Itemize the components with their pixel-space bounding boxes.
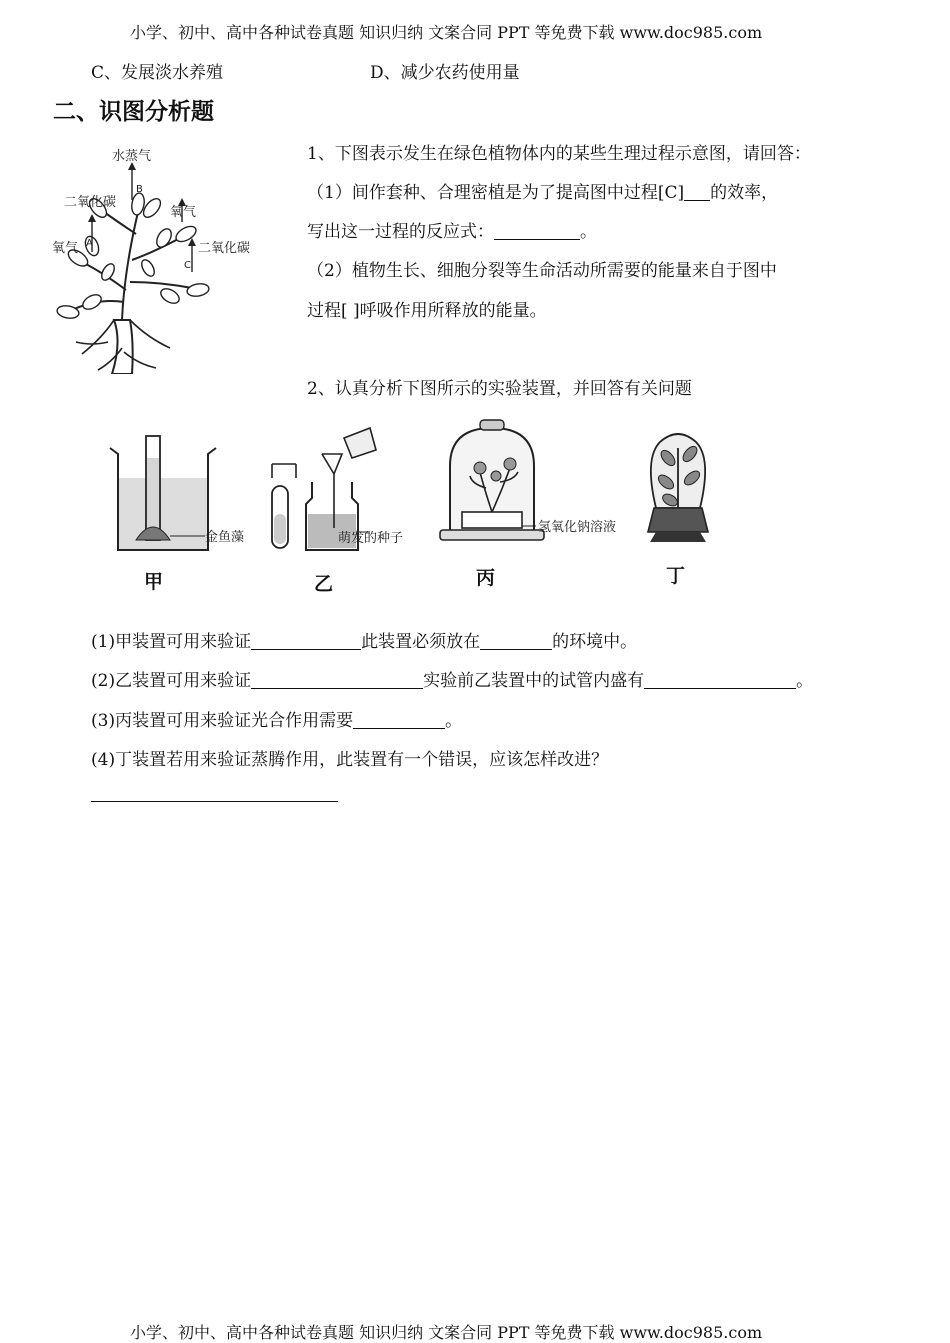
apparatus-jia <box>110 436 244 593</box>
label-co2-left: 二氧化碳 <box>64 195 117 210</box>
q1-part1a-text: （1）间作套种、合理密植是为了提高图中过程[C] <box>307 183 685 203</box>
label-water-vapor: 水蒸气 <box>112 149 152 164</box>
answer-blank[interactable] <box>251 671 423 689</box>
label-oxygen-right: 氧气 <box>170 205 197 220</box>
annotation-jia: 金鱼藻 <box>205 530 245 545</box>
answer-blank[interactable] <box>684 183 710 201</box>
q2-sub3-end: 。 <box>445 711 463 731</box>
label-b: B <box>136 184 143 195</box>
plant-diagram <box>52 142 252 374</box>
annotation-bing: 氢氧化钠溶液 <box>538 520 617 535</box>
q2-sub1-end: 的环境中。 <box>552 632 638 652</box>
q2-sub2-text2: 实验前乙装置中的试管内盛有 <box>423 671 645 691</box>
q1-part2a: （2）植物生长、细胞分裂等生命活动所需要的能量来自于图中 <box>307 261 777 281</box>
answer-blank[interactable] <box>644 671 796 689</box>
q1-part2b: 过程[ ]呼吸作用所释放的能量。 <box>307 301 547 321</box>
q2-sub4: (4)丁装置若用来验证蒸腾作用，此装置有一个错误，应该怎样改进？ <box>91 750 609 770</box>
q2-intro: 2、认真分析下图所示的实验装置，并回答有关问题 <box>307 379 692 399</box>
option-c: C、发展淡水养殖 <box>91 63 224 83</box>
page-header: 小学、初中、高中各种试卷真题 知识归纳 文案合同 PPT 等免费下载 www.doc985.com <box>130 23 763 42</box>
q1-part1a-end: 的效率， <box>710 183 779 203</box>
answer-line-q4[interactable] <box>91 801 338 802</box>
label-c: C <box>184 260 191 271</box>
answer-blank[interactable] <box>494 222 580 240</box>
section-title: 二、识图分析题 <box>53 99 214 125</box>
q2-sub2-text: (2)乙装置可用来验证 <box>91 671 252 691</box>
q2-sub1-text: (1)甲装置可用来验证 <box>91 632 252 652</box>
q2-sub3-text: (3)丙装置可用来验证光合作用需要 <box>91 711 354 731</box>
label-ding: 丁 <box>666 565 686 587</box>
label-oxygen-left: 氧气 <box>52 241 79 256</box>
option-d: D、减少农药使用量 <box>370 63 520 83</box>
q1-part1a <box>307 178 778 203</box>
label-co2-right: 二氧化碳 <box>198 241 251 256</box>
answer-blank[interactable] <box>480 632 552 650</box>
q1-part1b <box>307 217 597 242</box>
label-bing: 丙 <box>476 567 496 589</box>
q1-part1b-end: 。 <box>580 222 597 242</box>
q2-sub2 <box>91 666 813 691</box>
q2-sub3 <box>91 706 462 731</box>
label-jia: 甲 <box>144 571 164 593</box>
q2-sub1 <box>91 627 637 652</box>
apparatus-yi <box>272 428 403 595</box>
apparatus-figure <box>100 418 740 598</box>
answer-blank[interactable] <box>251 632 361 650</box>
apparatus-bing <box>440 420 616 589</box>
annotation-yi: 萌发的种子 <box>338 531 404 546</box>
q1-intro: 1、下图表示发生在绿色植物体内的某些生理过程示意图，请回答： <box>307 144 811 164</box>
label-yi: 乙 <box>314 573 334 595</box>
q2-sub1-text2: 此装置必须放在 <box>361 632 481 652</box>
apparatus-ding <box>648 434 708 587</box>
answer-blank[interactable] <box>353 711 445 729</box>
page-footer: 小学、初中、高中各种试卷真题 知识归纳 文案合同 PPT 等免费下载 www.doc985.com <box>130 1323 763 1342</box>
q1-part1b-text: 写出这一过程的反应式： <box>307 222 494 242</box>
q2-sub2-end: 。 <box>796 671 814 691</box>
label-a: A <box>86 238 93 249</box>
